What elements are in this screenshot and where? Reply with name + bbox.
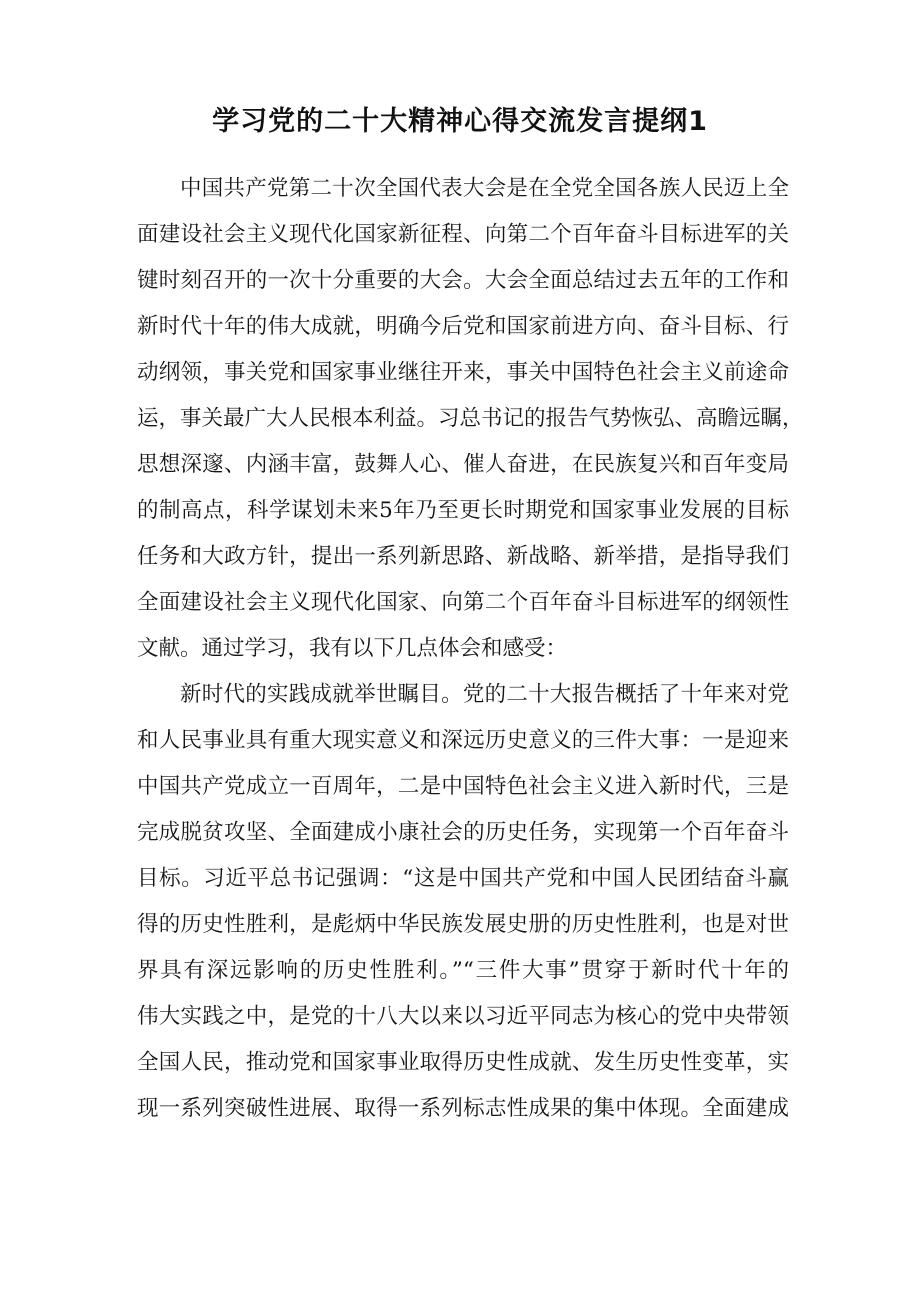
paragraph-1-line-1: 中国共产党第二十次全国代表大会是在全党全国各族人民迈上全	[180, 176, 789, 201]
paragraph-2-line-1: 新时代的实践成就举世瞩目。党的二十大报告概括了十年来对党	[180, 682, 789, 707]
paragraph-1-line-8: 的制高点，科学谋划未来5年乃至更长时期党和国家事业发展的目标	[137, 498, 789, 523]
paragraph-1-line-5: 动纲领，事关党和国家事业继往开来，事关中国特色社会主义前途命	[137, 360, 789, 385]
paragraph-1-line-7: 思想深邃、内涵丰富，鼓舞人心、催人奋进，在民族复兴和百年变局	[137, 452, 789, 477]
paragraph-2-line-10: 现一系列突破性进展、取得一系列标志性成果的集中体现。全面建成	[137, 1096, 789, 1121]
paragraph-2-line-3: 中国共产党成立一百周年，二是中国特色社会主义进入新时代，三是	[137, 774, 789, 799]
paragraph-1-line-11: 文献。通过学习，我有以下几点体会和感受：	[137, 636, 568, 661]
paragraph-1-line-3: 键时刻召开的一次十分重要的大会。大会全面总结过去五年的工作和	[137, 268, 789, 293]
paragraph-2-line-7: 界具有深远影响的历史性胜利。”“三件大事”贯穿于新时代十年的	[137, 958, 789, 983]
paragraph-1-line-6: 运，事关最广大人民根本利益。习总书记的报告气势恢弘、高瞻远瞩，	[137, 406, 804, 431]
paragraph-1-line-9: 任务和大政方针，提出一系列新思路、新战略、新举措，是指导我们	[137, 544, 789, 569]
paragraph-2-line-5: 目标。习近平总书记强调：“这是中国共产党和中国人民团结奋斗赢	[137, 866, 789, 891]
paragraph-2-line-8: 伟大实践之中，是党的十八大以来以习近平同志为核心的党中央带领	[137, 1004, 789, 1029]
paragraph-2-line-2: 和人民事业具有重大现实意义和深远历史意义的三件大事：一是迎来	[137, 728, 789, 753]
document-title: 学习党的二十大精神心得交流发言提纲1	[212, 106, 708, 137]
paragraph-2-line-9: 全国人民，推动党和国家事业取得历史性成就、发生历史性变革，实	[137, 1050, 789, 1075]
paragraph-1-line-10: 全面建设社会主义现代化国家、向第二个百年奋斗目标进军的纲领性	[137, 590, 789, 615]
paragraph-2-line-6: 得的历史性胜利，是彪炳中华民族发展史册的历史性胜利，也是对世	[137, 912, 789, 937]
document-body	[137, 166, 804, 1132]
paragraph-2-line-4: 完成脱贫攻坚、全面建成小康社会的历史任务，实现第一个百年奋斗	[137, 820, 789, 845]
paragraph-1-line-4: 新时代十年的伟大成就，明确今后党和国家前进方向、奋斗目标、行	[137, 314, 789, 339]
paragraph-1-line-2: 面建设社会主义现代化国家新征程、向第二个百年奋斗目标进军的关	[137, 222, 789, 247]
